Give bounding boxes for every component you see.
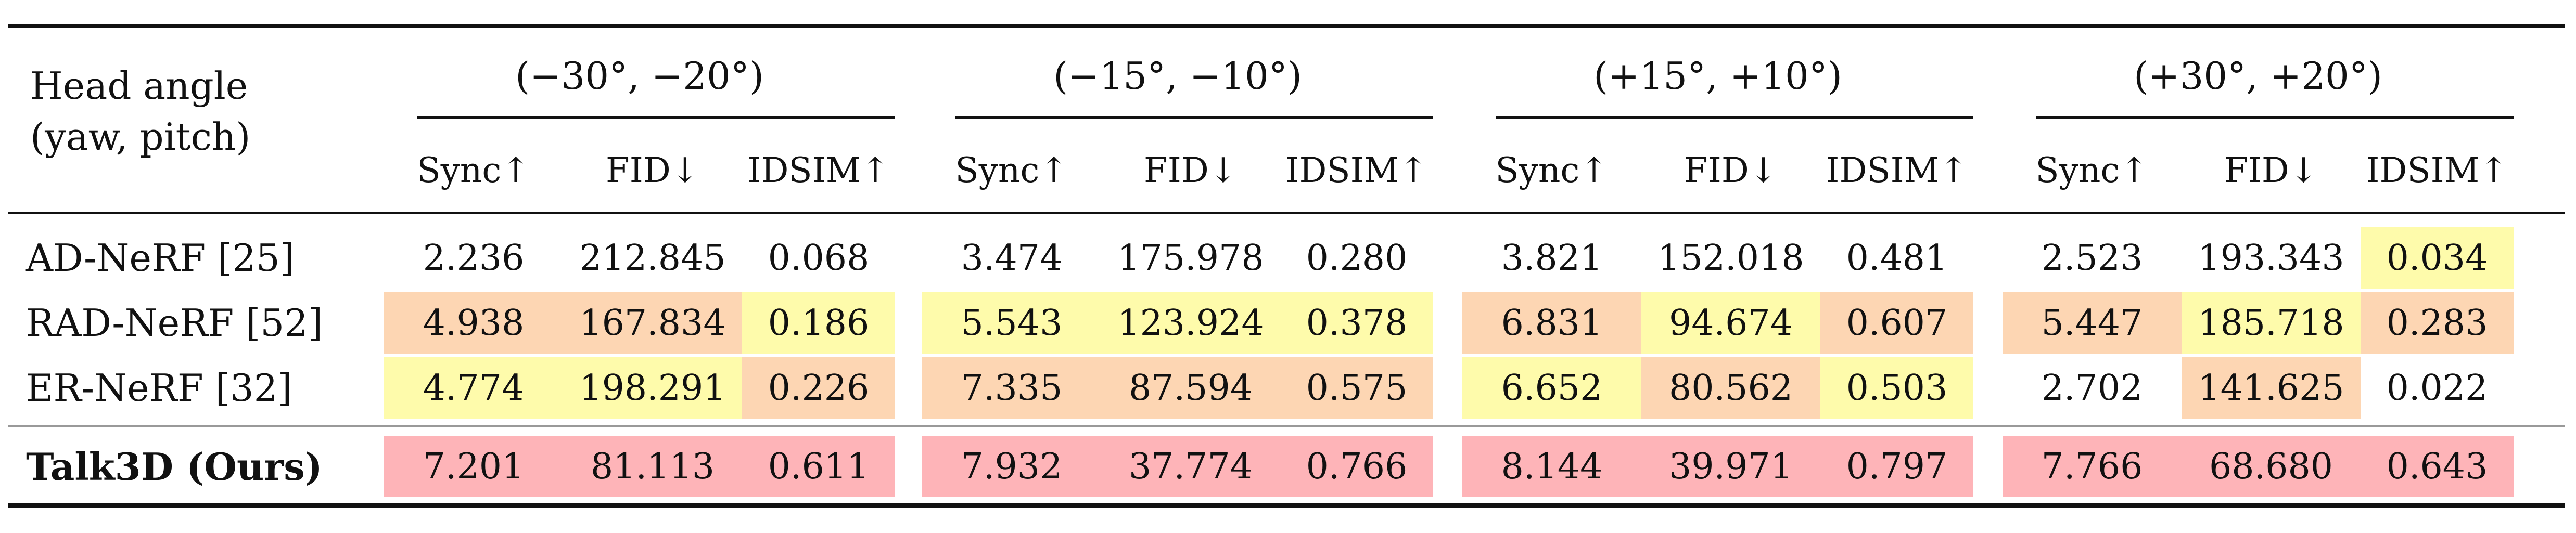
- bottom-rule: [8, 503, 2565, 508]
- table-cell: 81.113: [591, 446, 715, 487]
- metric-header: IDSIM↑: [2366, 150, 2508, 190]
- group-underline: [955, 116, 1433, 119]
- table-cell: 7.932: [961, 446, 1063, 487]
- table-cell: 0.068: [768, 237, 870, 279]
- head-angle-line1: Head angle: [30, 64, 248, 108]
- table-cell: 0.280: [1306, 237, 1408, 279]
- table-cell: 94.674: [1669, 302, 1793, 344]
- method-label: RAD-NeRF [52]: [26, 301, 323, 345]
- table-cell: 0.643: [2386, 446, 2488, 487]
- table-cell: 2.236: [423, 237, 525, 279]
- metric-header: IDSIM↑: [747, 150, 890, 190]
- table-cell: 5.543: [961, 302, 1063, 344]
- table-cell: 3.474: [961, 237, 1063, 279]
- table-cell: 7.335: [961, 367, 1063, 409]
- metric-header: Sync↑: [1495, 150, 1609, 190]
- table-cell: 212.845: [579, 237, 726, 279]
- method-label: ER-NeRF [32]: [26, 366, 292, 410]
- group-title: (−15°, −10°): [1053, 54, 1302, 98]
- table-cell: 68.680: [2209, 446, 2333, 487]
- header-rule: [8, 212, 2565, 214]
- table-cell: 141.625: [2198, 367, 2344, 409]
- method-label: Talk3D (Ours): [26, 444, 323, 489]
- head-angle-label: [30, 60, 250, 162]
- metric-header: FID↓: [1684, 150, 1778, 190]
- table-cell: 39.971: [1669, 446, 1793, 487]
- table-cell: 0.283: [2386, 302, 2488, 344]
- table-cell: 0.378: [1306, 302, 1408, 344]
- table-cell: 0.797: [1846, 446, 1948, 487]
- table-cell: 0.034: [2386, 237, 2488, 279]
- table-cell: 0.503: [1846, 367, 1948, 409]
- metric-header: Sync↑: [2035, 150, 2149, 190]
- table-cell: 0.575: [1306, 367, 1408, 409]
- table-cell: 152.018: [1657, 237, 1804, 279]
- metric-header: IDSIM↑: [1826, 150, 1968, 190]
- table-cell: 4.938: [423, 302, 525, 344]
- group-title: (+15°, +10°): [1593, 54, 1842, 98]
- table-cell: 0.481: [1846, 237, 1948, 279]
- group-underline: [417, 116, 895, 119]
- metric-header: Sync↑: [417, 150, 530, 190]
- table-cell: 6.652: [1501, 367, 1603, 409]
- table-cell: 167.834: [579, 302, 726, 344]
- table-cell: 3.821: [1501, 237, 1603, 279]
- top-rule: [8, 24, 2565, 28]
- table-cell: 37.774: [1129, 446, 1253, 487]
- ours-separator-rule: [8, 425, 2565, 427]
- table-cell: 193.343: [2198, 237, 2344, 279]
- table-cell: 87.594: [1129, 367, 1253, 409]
- group-title: (−30°, −20°): [515, 54, 764, 98]
- head-angle-line2: (yaw, pitch): [30, 115, 251, 159]
- table-cell: 8.144: [1501, 446, 1603, 487]
- table-cell: 198.291: [579, 367, 726, 409]
- table-cell: 0.186: [768, 302, 870, 344]
- table-cell: 0.611: [768, 446, 870, 487]
- table-cell: 7.766: [2041, 446, 2143, 487]
- method-label: AD-NeRF [25]: [26, 236, 295, 280]
- table-cell: 0.766: [1306, 446, 1408, 487]
- table-cell: 0.022: [2386, 367, 2488, 409]
- metric-header: FID↓: [2224, 150, 2318, 190]
- table-cell: 0.607: [1846, 302, 1948, 344]
- metric-header: FID↓: [605, 150, 700, 190]
- table-cell: 123.924: [1117, 302, 1264, 344]
- table-cell: 4.774: [423, 367, 525, 409]
- group-title: (+30°, +20°): [2134, 54, 2382, 98]
- group-underline: [2036, 116, 2514, 119]
- table-cell: 185.718: [2198, 302, 2344, 344]
- table-cell: 80.562: [1669, 367, 1793, 409]
- table-cell: 5.447: [2041, 302, 2143, 344]
- metric-header: FID↓: [1143, 150, 1238, 190]
- table-cell: 0.226: [768, 367, 870, 409]
- group-underline: [1496, 116, 1973, 119]
- table-cell: 6.831: [1501, 302, 1603, 344]
- table-cell: 2.523: [2041, 237, 2143, 279]
- table-cell: 175.978: [1117, 237, 1264, 279]
- metric-header: IDSIM↑: [1285, 150, 1428, 190]
- table-cell: 7.201: [423, 446, 525, 487]
- metric-header: Sync↑: [955, 150, 1068, 190]
- table-cell: 2.702: [2041, 367, 2143, 409]
